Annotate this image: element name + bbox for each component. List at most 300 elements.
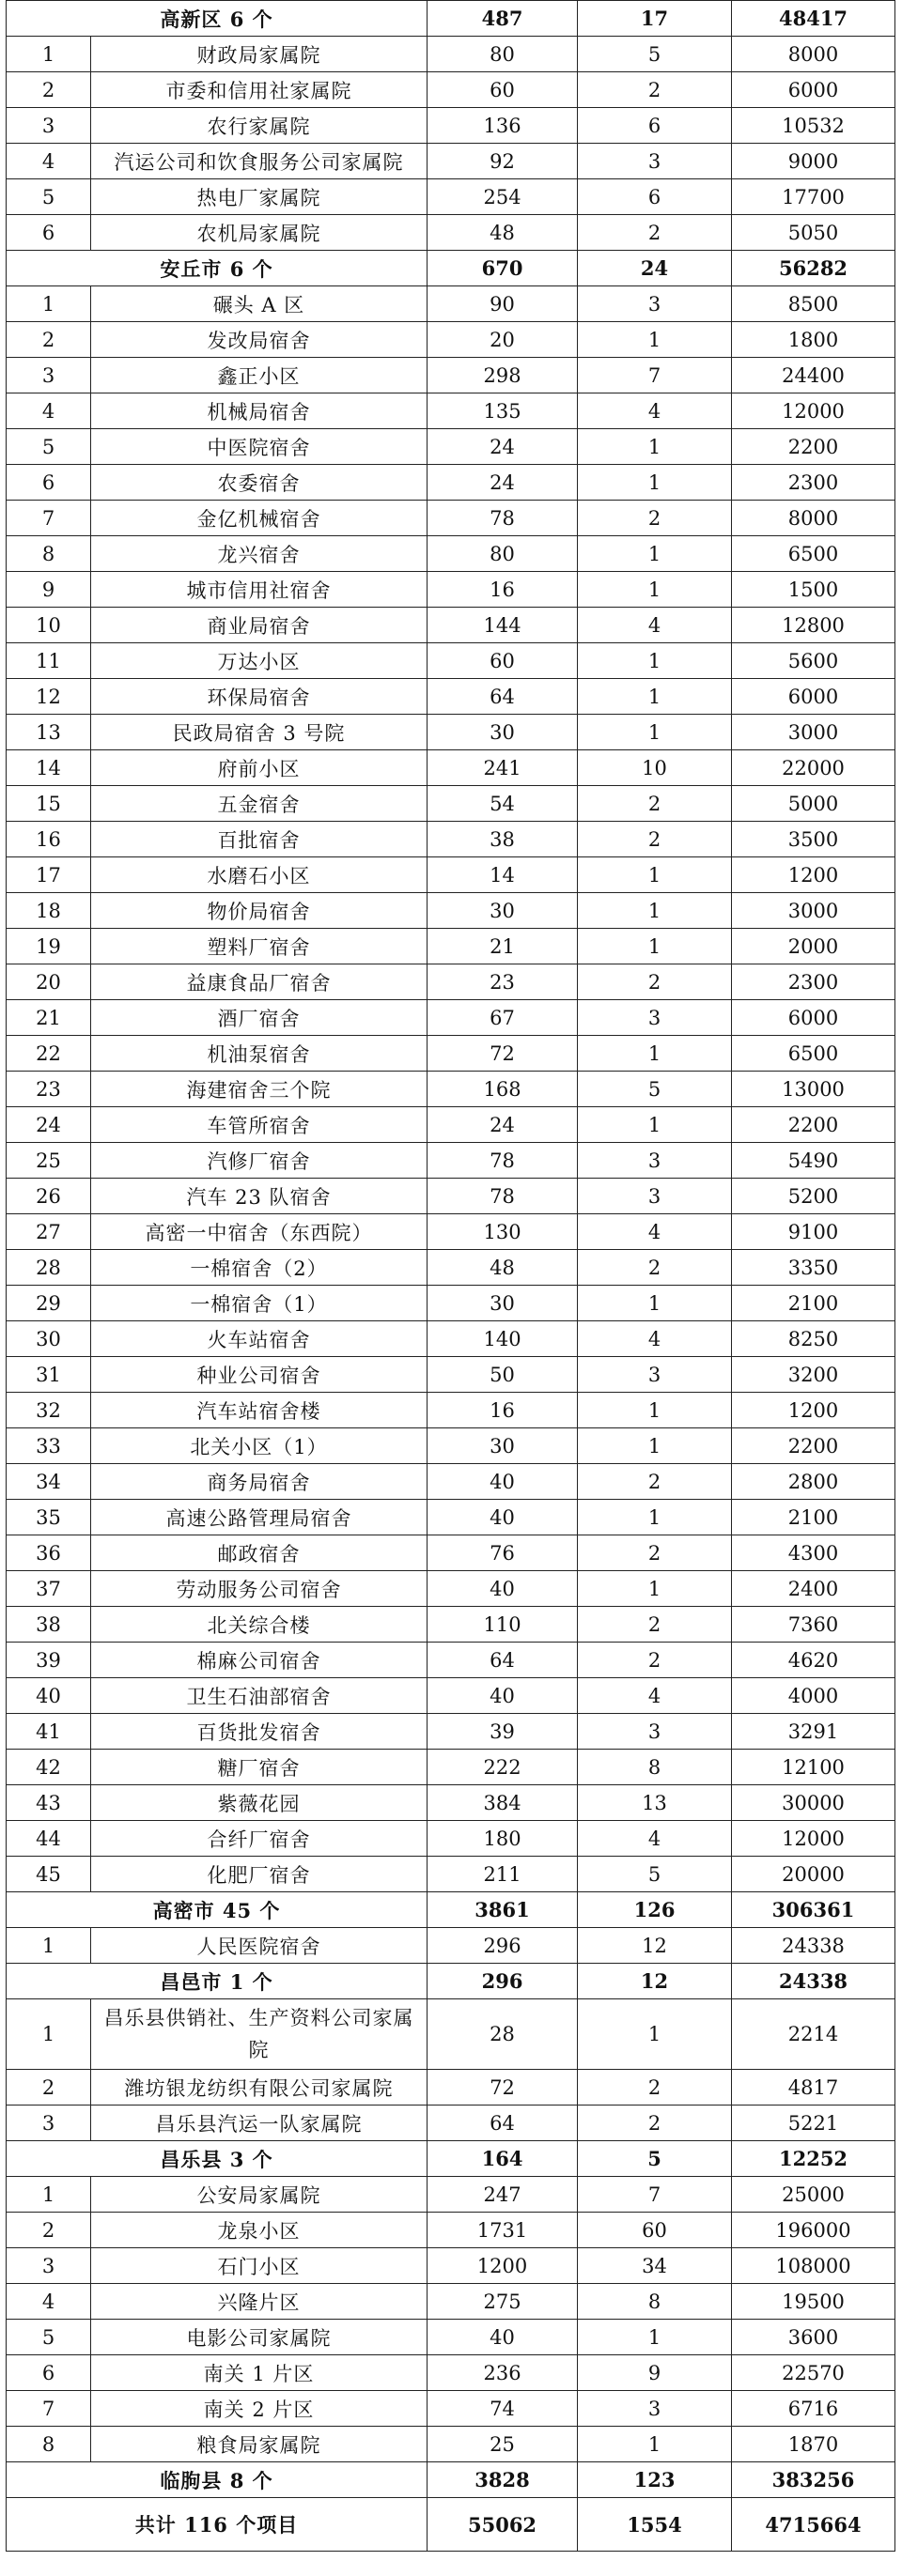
household-count: 92 xyxy=(428,144,578,179)
table-row xyxy=(7,1999,895,2070)
table-row xyxy=(7,608,895,643)
household-count: 55062 xyxy=(428,2498,578,2552)
area-value: 6500 xyxy=(732,536,895,572)
household-count: 80 xyxy=(428,536,578,572)
row-number: 42 xyxy=(7,1750,91,1785)
row-number: 36 xyxy=(7,1535,91,1571)
row-number: 7 xyxy=(7,501,91,536)
household-count: 30 xyxy=(428,893,578,929)
area-value: 6000 xyxy=(732,1000,895,1036)
household-count: 39 xyxy=(428,1714,578,1750)
household-count: 64 xyxy=(428,679,578,715)
table-row xyxy=(7,1821,895,1857)
area-value: 9100 xyxy=(732,1214,895,1250)
row-number: 30 xyxy=(7,1321,91,1357)
project-name: 化肥厂宿舍 xyxy=(91,1857,428,1892)
row-number: 45 xyxy=(7,1857,91,1892)
project-name: 市委和信用社家属院 xyxy=(91,72,428,108)
project-name: 兴隆片区 xyxy=(91,2284,428,2320)
project-name: 昌乐县供销社、生产资料公司家属院 xyxy=(91,1999,428,2070)
building-count: 9 xyxy=(578,2355,732,2391)
row-number: 1 xyxy=(7,37,91,72)
table-row xyxy=(7,1714,895,1750)
row-number: 4 xyxy=(7,2284,91,2320)
building-count: 3 xyxy=(578,1000,732,1036)
project-name: 电影公司家属院 xyxy=(91,2320,428,2355)
table-row xyxy=(7,1607,895,1643)
row-number: 8 xyxy=(7,2427,91,2462)
building-count: 3 xyxy=(578,1179,732,1214)
row-number: 1 xyxy=(7,1928,91,1964)
row-number: 16 xyxy=(7,822,91,857)
area-value: 3291 xyxy=(732,1714,895,1750)
household-count: 1731 xyxy=(428,2213,578,2248)
table-row xyxy=(7,2427,895,2462)
table-row xyxy=(7,1393,895,1428)
household-count: 16 xyxy=(428,572,578,608)
project-name: 潍坊银龙纺织有限公司家属院 xyxy=(91,2070,428,2106)
table-row xyxy=(7,2355,895,2391)
household-count: 254 xyxy=(428,179,578,215)
table-row xyxy=(7,857,895,893)
building-count: 3 xyxy=(578,1714,732,1750)
area-value: 19500 xyxy=(732,2284,895,2320)
project-name: 中医院宿舍 xyxy=(91,429,428,465)
building-count: 1 xyxy=(578,429,732,465)
household-count: 38 xyxy=(428,822,578,857)
area-value: 1200 xyxy=(732,857,895,893)
building-count: 126 xyxy=(578,1892,732,1928)
area-value: 8250 xyxy=(732,1321,895,1357)
building-count: 1 xyxy=(578,643,732,679)
project-name: 汽车站宿舍楼 xyxy=(91,1393,428,1428)
household-count: 16 xyxy=(428,1393,578,1428)
area-value: 2214 xyxy=(732,1999,895,2070)
building-count: 5 xyxy=(578,37,732,72)
building-count: 12 xyxy=(578,1964,732,1999)
table-row xyxy=(7,1357,895,1393)
area-value: 2100 xyxy=(732,1500,895,1535)
subtotal-row xyxy=(7,1964,895,1999)
area-value: 2200 xyxy=(732,429,895,465)
table-row xyxy=(7,2248,895,2284)
project-name: 民政局宿舍 3 号院 xyxy=(91,715,428,750)
table-row xyxy=(7,179,895,215)
area-value: 3000 xyxy=(732,715,895,750)
household-count: 76 xyxy=(428,1535,578,1571)
household-count: 275 xyxy=(428,2284,578,2320)
area-value: 20000 xyxy=(732,1857,895,1892)
project-name: 农机局家属院 xyxy=(91,215,428,251)
area-value: 13000 xyxy=(732,1072,895,1107)
table-row xyxy=(7,429,895,465)
row-number: 1 xyxy=(7,2177,91,2213)
household-count: 110 xyxy=(428,1607,578,1643)
area-value: 24338 xyxy=(732,1964,895,1999)
row-number: 27 xyxy=(7,1214,91,1250)
household-count: 247 xyxy=(428,2177,578,2213)
building-count: 4 xyxy=(578,1214,732,1250)
area-value: 5050 xyxy=(732,215,895,251)
project-name: 合纤厂宿舍 xyxy=(91,1821,428,1857)
project-name: 南关 1 片区 xyxy=(91,2355,428,2391)
building-count: 1 xyxy=(578,715,732,750)
building-count: 2 xyxy=(578,2070,732,2106)
row-number: 44 xyxy=(7,1821,91,1857)
building-count: 4 xyxy=(578,1678,732,1714)
row-number: 43 xyxy=(7,1785,91,1821)
household-count: 60 xyxy=(428,72,578,108)
household-count: 30 xyxy=(428,1286,578,1321)
household-count: 78 xyxy=(428,1143,578,1179)
row-number: 34 xyxy=(7,1464,91,1500)
area-value: 196000 xyxy=(732,2213,895,2248)
project-name: 龙泉小区 xyxy=(91,2213,428,2248)
region-subtotal-label: 高新区 6 个 xyxy=(7,1,428,37)
row-number: 19 xyxy=(7,929,91,964)
building-count: 2 xyxy=(578,964,732,1000)
project-name: 环保局宿舍 xyxy=(91,679,428,715)
project-name: 北关综合楼 xyxy=(91,1607,428,1643)
building-count: 1 xyxy=(578,1571,732,1607)
table-row xyxy=(7,2106,895,2141)
household-count: 222 xyxy=(428,1750,578,1785)
household-count: 296 xyxy=(428,1928,578,1964)
table-row xyxy=(7,786,895,822)
building-count: 3 xyxy=(578,286,732,322)
household-count: 78 xyxy=(428,501,578,536)
household-count: 23 xyxy=(428,964,578,1000)
project-name: 一棉宿舍（2） xyxy=(91,1250,428,1286)
area-value: 6000 xyxy=(732,72,895,108)
building-count: 3 xyxy=(578,1143,732,1179)
table-row xyxy=(7,1428,895,1464)
project-name: 车管所宿舍 xyxy=(91,1107,428,1143)
household-count: 72 xyxy=(428,1036,578,1072)
table-row xyxy=(7,1928,895,1964)
row-number: 10 xyxy=(7,608,91,643)
row-number: 14 xyxy=(7,750,91,786)
table-row xyxy=(7,72,895,108)
household-count: 140 xyxy=(428,1321,578,1357)
project-name: 汽运公司和饮食服务公司家属院 xyxy=(91,144,428,179)
area-value: 12100 xyxy=(732,1750,895,1785)
building-count: 1 xyxy=(578,1500,732,1535)
project-name: 邮政宿舍 xyxy=(91,1535,428,1571)
row-number: 4 xyxy=(7,144,91,179)
area-value: 1800 xyxy=(732,322,895,358)
household-count: 180 xyxy=(428,1821,578,1857)
row-number: 3 xyxy=(7,358,91,393)
area-value: 1200 xyxy=(732,1393,895,1428)
area-value: 22570 xyxy=(732,2355,895,2391)
project-name: 发改局宿舍 xyxy=(91,322,428,358)
table-row xyxy=(7,572,895,608)
area-value: 3350 xyxy=(732,1250,895,1286)
row-number: 1 xyxy=(7,286,91,322)
row-number: 2 xyxy=(7,72,91,108)
project-name: 农委宿舍 xyxy=(91,465,428,501)
row-number: 8 xyxy=(7,536,91,572)
area-value: 24400 xyxy=(732,358,895,393)
household-count: 67 xyxy=(428,1000,578,1036)
area-value: 5200 xyxy=(732,1179,895,1214)
building-count: 3 xyxy=(578,2391,732,2427)
row-number: 21 xyxy=(7,1000,91,1036)
building-count: 1 xyxy=(578,1107,732,1143)
household-count: 130 xyxy=(428,1214,578,1250)
project-name: 劳动服务公司宿舍 xyxy=(91,1571,428,1607)
project-name: 机油泵宿舍 xyxy=(91,1036,428,1072)
row-number: 23 xyxy=(7,1072,91,1107)
row-number: 11 xyxy=(7,643,91,679)
table-row xyxy=(7,393,895,429)
building-count: 1 xyxy=(578,2320,732,2355)
table-row xyxy=(7,144,895,179)
project-name: 城市信用社宿舍 xyxy=(91,572,428,608)
table-row xyxy=(7,1500,895,1535)
household-count: 384 xyxy=(428,1785,578,1821)
area-value: 108000 xyxy=(732,2248,895,2284)
area-value: 1500 xyxy=(732,572,895,608)
building-count: 2 xyxy=(578,2106,732,2141)
area-value: 48417 xyxy=(732,1,895,37)
subtotal-row xyxy=(7,1,895,37)
area-value: 2400 xyxy=(732,1571,895,1607)
project-name: 水磨石小区 xyxy=(91,857,428,893)
area-value: 17700 xyxy=(732,179,895,215)
grand-total-row xyxy=(7,2498,895,2552)
building-count: 1 xyxy=(578,1999,732,2070)
table-row xyxy=(7,1250,895,1286)
building-count: 17 xyxy=(578,1,732,37)
project-name: 火车站宿舍 xyxy=(91,1321,428,1357)
row-number: 6 xyxy=(7,215,91,251)
project-name: 北关小区（1） xyxy=(91,1428,428,1464)
subtotal-row xyxy=(7,1892,895,1928)
table-row xyxy=(7,1678,895,1714)
project-name: 塑料厂宿舍 xyxy=(91,929,428,964)
area-value: 12000 xyxy=(732,393,895,429)
row-number: 17 xyxy=(7,857,91,893)
area-value: 2300 xyxy=(732,964,895,1000)
table-row xyxy=(7,1750,895,1785)
project-name: 财政局家属院 xyxy=(91,37,428,72)
project-name: 府前小区 xyxy=(91,750,428,786)
row-number: 22 xyxy=(7,1036,91,1072)
area-value: 12252 xyxy=(732,2141,895,2177)
project-name: 物价局宿舍 xyxy=(91,893,428,929)
row-number: 18 xyxy=(7,893,91,929)
project-name: 棉麻公司宿舍 xyxy=(91,1643,428,1678)
row-number: 4 xyxy=(7,393,91,429)
grand-total-label: 共计 116 个项目 xyxy=(7,2498,428,2552)
row-number: 28 xyxy=(7,1250,91,1286)
project-name: 一棉宿舍（1） xyxy=(91,1286,428,1321)
row-number: 24 xyxy=(7,1107,91,1143)
table-row xyxy=(7,1000,895,1036)
area-value: 8500 xyxy=(732,286,895,322)
household-count: 296 xyxy=(428,1964,578,1999)
household-count: 24 xyxy=(428,1107,578,1143)
project-name: 鑫正小区 xyxy=(91,358,428,393)
subtotal-row xyxy=(7,2141,895,2177)
building-count: 1 xyxy=(578,1393,732,1428)
subtotal-row xyxy=(7,2462,895,2498)
area-value: 25000 xyxy=(732,2177,895,2213)
household-count: 487 xyxy=(428,1,578,37)
table-row xyxy=(7,1785,895,1821)
building-count: 4 xyxy=(578,608,732,643)
row-number: 33 xyxy=(7,1428,91,1464)
area-value: 5600 xyxy=(732,643,895,679)
building-count: 12 xyxy=(578,1928,732,1964)
building-count: 2 xyxy=(578,215,732,251)
table-row xyxy=(7,679,895,715)
table-row xyxy=(7,286,895,322)
area-value: 3200 xyxy=(732,1357,895,1393)
household-count: 74 xyxy=(428,2391,578,2427)
project-name: 百批宿舍 xyxy=(91,822,428,857)
table-row xyxy=(7,1464,895,1500)
row-number: 3 xyxy=(7,2106,91,2141)
table-row xyxy=(7,2213,895,2248)
table-row xyxy=(7,465,895,501)
project-name: 机械局宿舍 xyxy=(91,393,428,429)
household-count: 40 xyxy=(428,1500,578,1535)
project-name: 万达小区 xyxy=(91,643,428,679)
project-name: 酒厂宿舍 xyxy=(91,1000,428,1036)
building-count: 8 xyxy=(578,1750,732,1785)
household-count: 144 xyxy=(428,608,578,643)
project-name: 汽修厂宿舍 xyxy=(91,1143,428,1179)
building-count: 60 xyxy=(578,2213,732,2248)
project-table xyxy=(6,0,895,2552)
building-count: 4 xyxy=(578,393,732,429)
building-count: 6 xyxy=(578,108,732,144)
area-value: 30000 xyxy=(732,1785,895,1821)
building-count: 1 xyxy=(578,1036,732,1072)
row-number: 29 xyxy=(7,1286,91,1321)
area-value: 3500 xyxy=(732,822,895,857)
household-count: 3861 xyxy=(428,1892,578,1928)
area-value: 1870 xyxy=(732,2427,895,2462)
project-name: 卫生石油部宿舍 xyxy=(91,1678,428,1714)
household-count: 135 xyxy=(428,393,578,429)
area-value: 9000 xyxy=(732,144,895,179)
area-value: 4000 xyxy=(732,1678,895,1714)
household-count: 90 xyxy=(428,286,578,322)
household-count: 80 xyxy=(428,37,578,72)
area-value: 4300 xyxy=(732,1535,895,1571)
area-value: 4817 xyxy=(732,2070,895,2106)
project-name: 高密一中宿舍（东西院） xyxy=(91,1214,428,1250)
building-count: 1 xyxy=(578,857,732,893)
project-name: 益康食品厂宿舍 xyxy=(91,964,428,1000)
household-count: 241 xyxy=(428,750,578,786)
building-count: 5 xyxy=(578,1072,732,1107)
table-row xyxy=(7,1571,895,1607)
table-row xyxy=(7,822,895,857)
row-number: 15 xyxy=(7,786,91,822)
row-number: 12 xyxy=(7,679,91,715)
row-number: 32 xyxy=(7,1393,91,1428)
building-count: 1 xyxy=(578,572,732,608)
building-count: 1 xyxy=(578,322,732,358)
project-name: 紫薇花园 xyxy=(91,1785,428,1821)
table-row xyxy=(7,1143,895,1179)
table-row xyxy=(7,750,895,786)
building-count: 7 xyxy=(578,358,732,393)
area-value: 2300 xyxy=(732,465,895,501)
row-number: 3 xyxy=(7,2248,91,2284)
table-row xyxy=(7,2320,895,2355)
building-count: 2 xyxy=(578,1607,732,1643)
building-count: 8 xyxy=(578,2284,732,2320)
project-name: 海建宿舍三个院 xyxy=(91,1072,428,1107)
building-count: 1 xyxy=(578,536,732,572)
table-body xyxy=(7,1,895,2552)
area-value: 4620 xyxy=(732,1643,895,1678)
household-count: 28 xyxy=(428,1999,578,2070)
household-count: 40 xyxy=(428,1678,578,1714)
building-count: 3 xyxy=(578,1357,732,1393)
area-value: 2000 xyxy=(732,929,895,964)
household-count: 30 xyxy=(428,715,578,750)
area-value: 3000 xyxy=(732,893,895,929)
table-row xyxy=(7,1072,895,1107)
project-name: 糖厂宿舍 xyxy=(91,1750,428,1785)
table-row xyxy=(7,2391,895,2427)
building-count: 1 xyxy=(578,1286,732,1321)
project-name: 石门小区 xyxy=(91,2248,428,2284)
table-row xyxy=(7,715,895,750)
project-name: 金亿机械宿舍 xyxy=(91,501,428,536)
table-row xyxy=(7,1321,895,1357)
region-subtotal-label: 安丘市 6 个 xyxy=(7,251,428,286)
building-count: 1 xyxy=(578,679,732,715)
row-number: 41 xyxy=(7,1714,91,1750)
row-number: 7 xyxy=(7,2391,91,2427)
row-number: 6 xyxy=(7,465,91,501)
area-value: 56282 xyxy=(732,251,895,286)
area-value: 8000 xyxy=(732,501,895,536)
project-name: 人民医院宿舍 xyxy=(91,1928,428,1964)
row-number: 5 xyxy=(7,429,91,465)
household-count: 40 xyxy=(428,2320,578,2355)
row-number: 31 xyxy=(7,1357,91,1393)
area-value: 6500 xyxy=(732,1036,895,1072)
area-value: 2800 xyxy=(732,1464,895,1500)
area-value: 24338 xyxy=(732,1928,895,1964)
area-value: 7360 xyxy=(732,1607,895,1643)
household-count: 25 xyxy=(428,2427,578,2462)
household-count: 24 xyxy=(428,429,578,465)
table-row xyxy=(7,1179,895,1214)
table-row xyxy=(7,893,895,929)
household-count: 78 xyxy=(428,1179,578,1214)
household-count: 3828 xyxy=(428,2462,578,2498)
table-row xyxy=(7,358,895,393)
building-count: 1 xyxy=(578,893,732,929)
area-value: 12000 xyxy=(732,1821,895,1857)
row-number: 39 xyxy=(7,1643,91,1678)
building-count: 6 xyxy=(578,179,732,215)
row-number: 2 xyxy=(7,2070,91,2106)
household-count: 30 xyxy=(428,1428,578,1464)
row-number: 38 xyxy=(7,1607,91,1643)
household-count: 14 xyxy=(428,857,578,893)
